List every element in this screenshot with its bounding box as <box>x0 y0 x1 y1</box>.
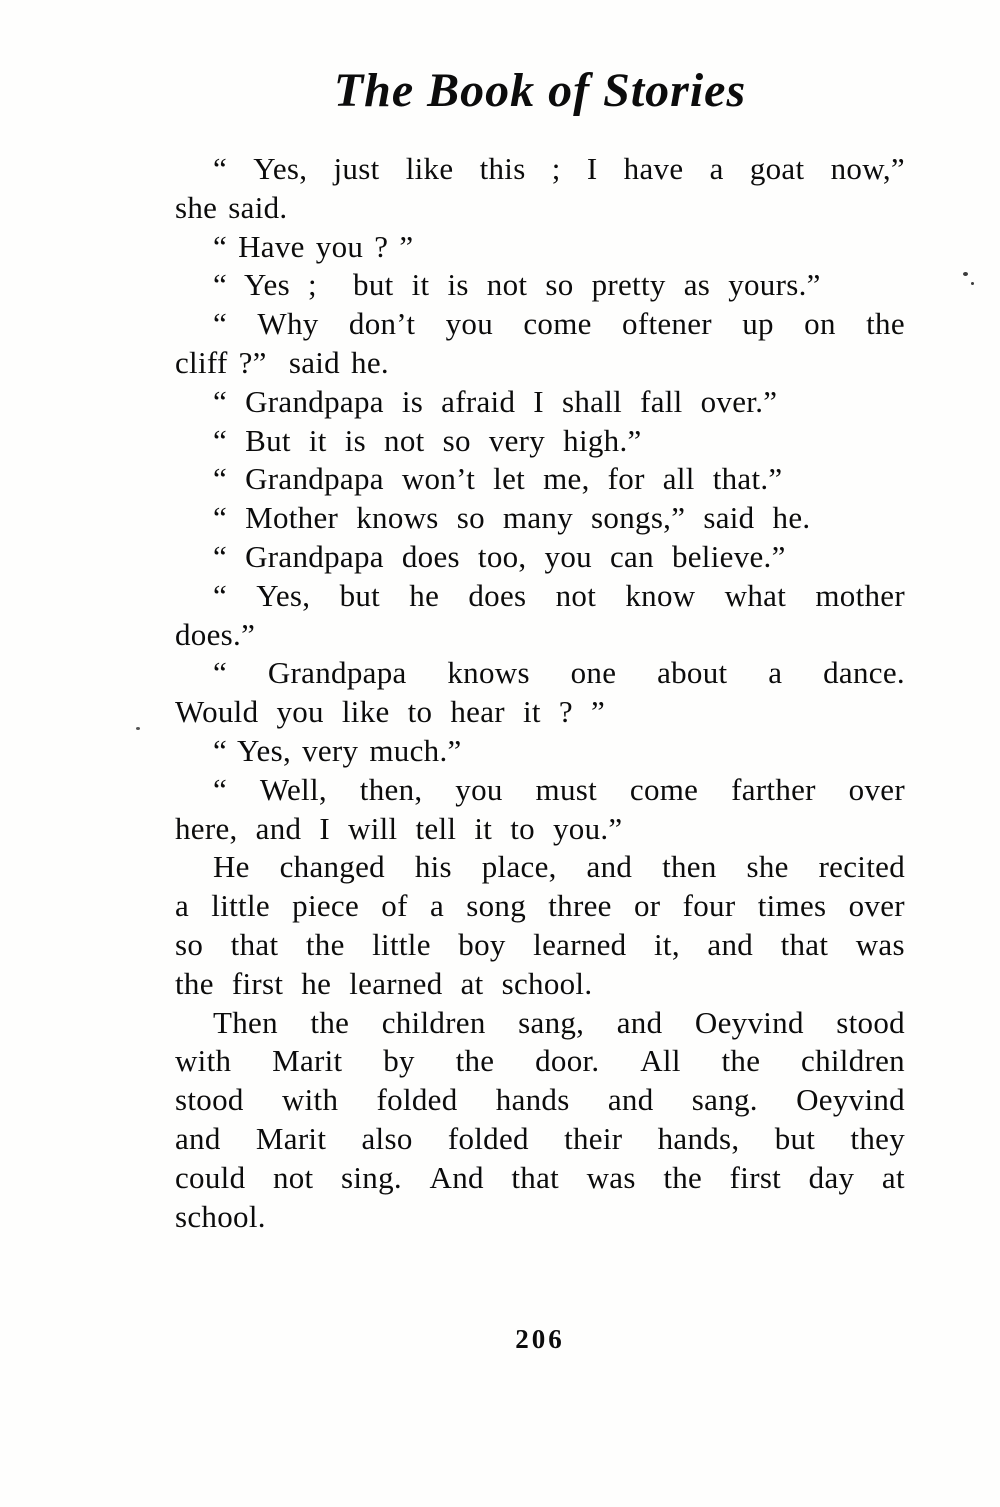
word: about <box>657 655 728 691</box>
word: just <box>333 151 380 186</box>
text-line: “ Grandpapa does too, you can believe.” <box>213 538 786 574</box>
word: the <box>310 1004 350 1040</box>
text-block <box>175 150 905 1236</box>
word: Then <box>213 1004 278 1040</box>
word: little <box>211 888 270 924</box>
word: boy <box>458 926 506 962</box>
word: with <box>175 1043 232 1079</box>
word: stood <box>175 1082 244 1118</box>
word: knows <box>447 655 530 691</box>
text-line <box>175 926 905 965</box>
word: know <box>625 577 696 613</box>
word: then <box>662 849 717 885</box>
word: I <box>586 151 598 186</box>
word: the <box>866 306 905 342</box>
word: by <box>383 1043 415 1079</box>
word: or <box>633 888 661 924</box>
word: and <box>707 926 754 962</box>
text-line <box>175 887 905 926</box>
word: piece <box>292 888 360 924</box>
word: four <box>682 888 736 924</box>
word: “ <box>213 151 228 186</box>
word: Yes, <box>253 151 308 186</box>
word: children <box>381 1004 486 1040</box>
word: also <box>361 1120 413 1156</box>
text-line <box>175 1004 905 1043</box>
word: a <box>768 655 783 691</box>
word: ; <box>551 151 561 186</box>
text-line: cliff ?” said he. <box>175 344 389 380</box>
word: sang, <box>518 1004 585 1040</box>
word: not <box>555 577 597 613</box>
word: he <box>409 577 440 613</box>
word: song <box>466 888 527 924</box>
text-line: school. <box>175 1198 266 1234</box>
word: does <box>468 577 527 613</box>
word: don’t <box>348 306 416 342</box>
word: must <box>535 771 598 807</box>
word: one <box>570 655 617 691</box>
text-line <box>175 1081 905 1120</box>
word: Marit <box>272 1043 343 1079</box>
text-line <box>175 848 905 887</box>
word: and <box>607 1082 654 1118</box>
word: like <box>405 151 454 186</box>
word: He <box>213 849 250 885</box>
text-line: “ Mother knows so many songs,” said he. <box>213 500 811 536</box>
word: was <box>586 1159 636 1195</box>
text-line <box>175 150 905 189</box>
text-line <box>175 1159 905 1198</box>
text-line: “ Have you ? ” <box>213 228 414 264</box>
text-line: “ Grandpapa won’t let me, for all that.” <box>213 461 783 497</box>
word: what <box>724 577 787 613</box>
word: that <box>230 926 279 962</box>
word: day <box>808 1159 855 1195</box>
word: with <box>281 1082 339 1118</box>
word: Yes, <box>256 577 311 613</box>
word: door. <box>535 1043 600 1079</box>
text-line <box>175 1120 905 1159</box>
word: dance. <box>823 655 905 691</box>
word: that <box>511 1159 560 1195</box>
word: have <box>623 151 684 186</box>
scan-speck <box>971 282 974 285</box>
word: learned <box>533 926 627 962</box>
word: but <box>339 577 381 613</box>
word: oftener <box>622 306 712 342</box>
text-line: Would you like to hear it ? ” <box>175 694 606 730</box>
word: was <box>855 926 905 962</box>
scan-speck <box>136 727 140 730</box>
word: children <box>801 1043 905 1079</box>
word: Oeyvind <box>796 1082 905 1118</box>
word: now,” <box>830 151 905 186</box>
text-line: “ Yes ; but it is not so pretty as yours.” <box>213 267 821 303</box>
word: little <box>372 926 431 962</box>
text-line <box>175 654 905 693</box>
text-line: “ Yes, very much.” <box>213 732 462 768</box>
text-line: here, and I will tell it to you.” <box>175 810 623 846</box>
word: their <box>564 1120 623 1156</box>
word: goat <box>749 151 805 186</box>
word: they <box>850 1120 905 1156</box>
word: hands <box>495 1082 570 1118</box>
word: Well, <box>259 771 327 807</box>
text-line <box>175 771 905 810</box>
word: sang. <box>691 1082 758 1118</box>
word: and <box>616 1004 663 1040</box>
word: changed <box>279 849 385 885</box>
word: Why <box>257 306 319 342</box>
word: a <box>709 151 724 186</box>
word: of <box>381 888 408 924</box>
word: the <box>305 926 345 962</box>
text-line <box>175 305 905 344</box>
word: could <box>175 1159 246 1195</box>
word: over <box>848 771 905 807</box>
text-line: does.” <box>175 616 256 652</box>
text-line <box>175 1042 905 1081</box>
word: three <box>548 888 612 924</box>
word: stood <box>836 1004 905 1040</box>
word: “ <box>213 577 228 613</box>
word: sing. <box>341 1159 402 1195</box>
word: All <box>640 1043 681 1079</box>
word: and <box>175 1120 221 1156</box>
word: hands, <box>657 1120 740 1156</box>
word: so <box>175 926 204 962</box>
word: but <box>774 1120 816 1156</box>
word: farther <box>731 771 816 807</box>
word: the <box>721 1043 761 1079</box>
word: the <box>455 1043 495 1079</box>
word: the <box>663 1159 703 1195</box>
text-line <box>175 577 905 616</box>
book-title: The Book of Stories <box>333 64 747 117</box>
word: you <box>455 771 503 807</box>
text-line: she said. <box>175 189 288 225</box>
word: it, <box>654 926 680 962</box>
word: “ <box>213 771 228 807</box>
word: times <box>757 888 827 924</box>
word: over <box>848 888 905 924</box>
word: Marit <box>255 1120 327 1156</box>
word: Grandpapa <box>267 655 407 691</box>
word: at <box>881 1159 905 1195</box>
word: And <box>429 1159 484 1195</box>
word: folded <box>447 1120 529 1156</box>
word: that <box>780 926 829 962</box>
word: then, <box>359 771 423 807</box>
word: mother <box>815 577 905 613</box>
word: on <box>804 306 836 342</box>
page-number: 206 <box>515 1324 565 1354</box>
text-line: the first he learned at school. <box>175 965 593 1001</box>
word: Oeyvind <box>694 1004 804 1040</box>
word: come <box>629 771 699 807</box>
word: come <box>523 306 592 342</box>
word: place, <box>481 849 557 885</box>
word: and <box>586 849 633 885</box>
word: a <box>429 888 445 924</box>
word: she <box>746 849 789 885</box>
word: his <box>414 849 452 885</box>
word: not <box>272 1159 314 1195</box>
word: “ <box>213 655 228 691</box>
word: up <box>742 306 774 342</box>
word: recited <box>818 849 905 885</box>
word: you <box>445 306 494 342</box>
scan-speck <box>963 272 968 276</box>
word: first <box>729 1159 782 1195</box>
text-line: “ Grandpapa is afraid I shall fall over.” <box>213 383 778 419</box>
text-line: “ But it is not so very high.” <box>213 422 642 458</box>
word: “ <box>213 306 228 342</box>
word: folded <box>376 1082 458 1118</box>
word: this <box>479 151 526 186</box>
word: a <box>175 888 190 924</box>
